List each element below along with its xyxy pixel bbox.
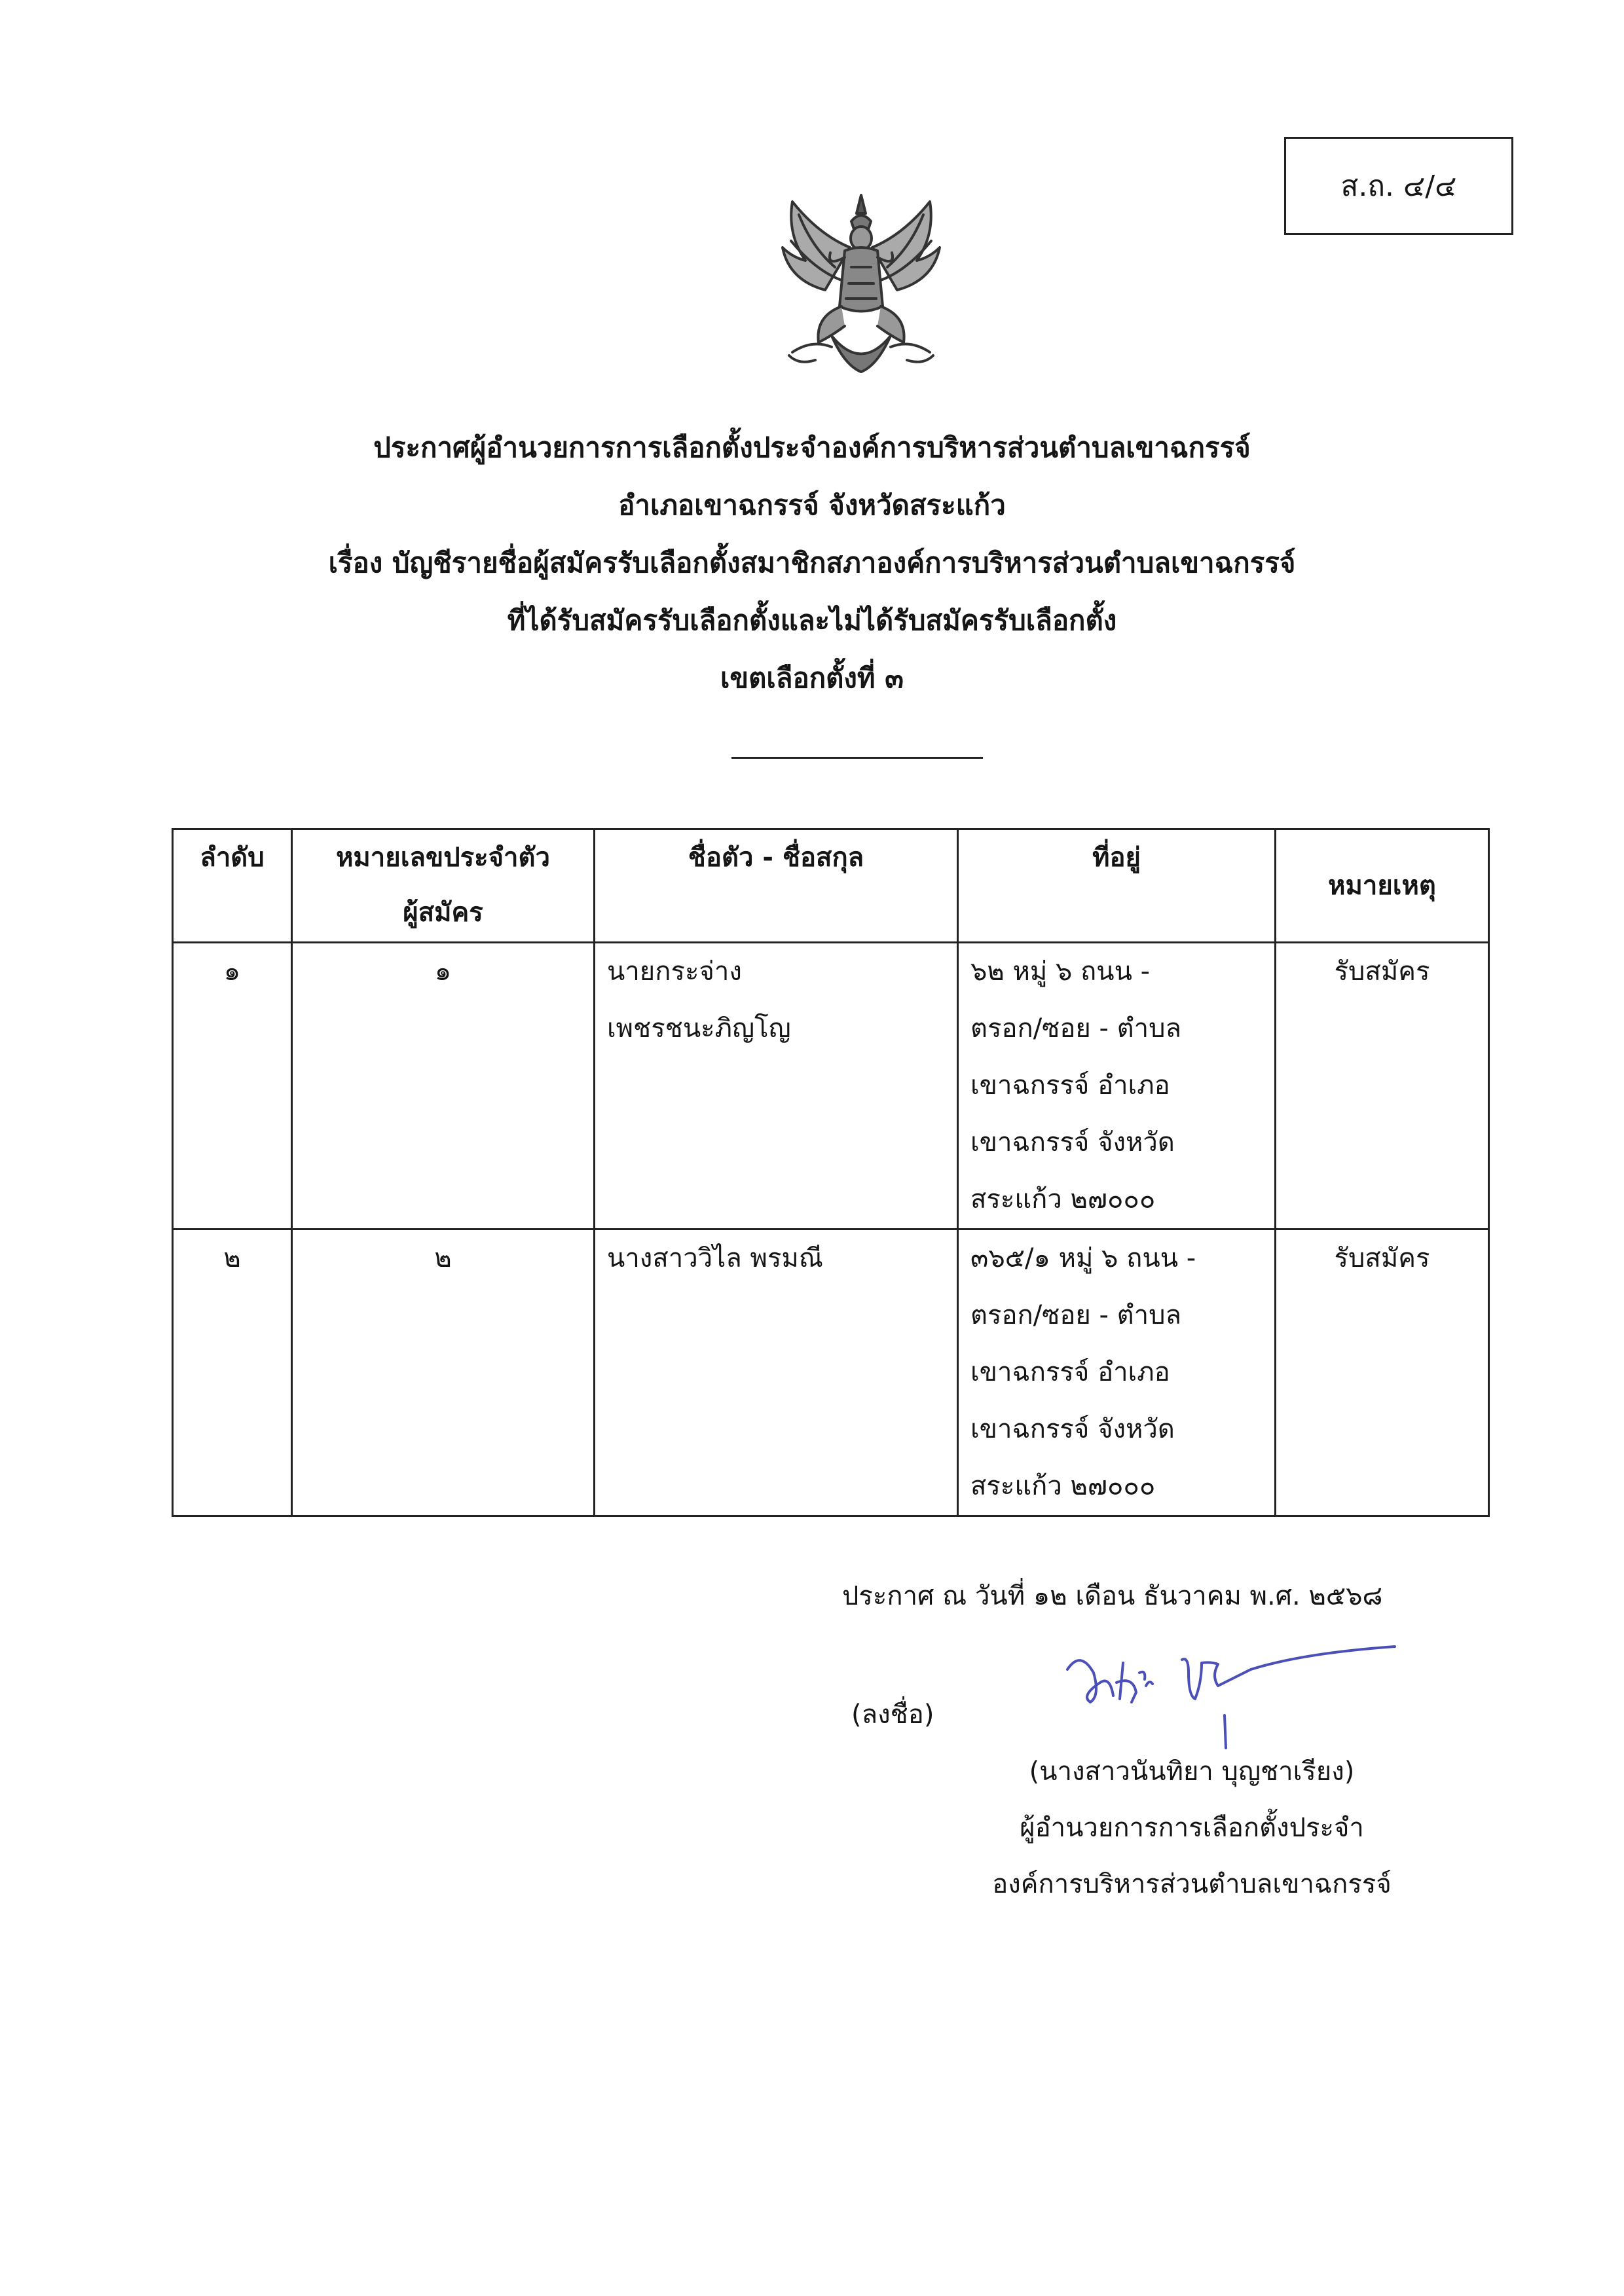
header-candidate-number xyxy=(292,829,595,943)
table-header-row xyxy=(173,829,1489,943)
header-address: ที่อยู่ xyxy=(958,829,1276,943)
table-row xyxy=(173,943,1489,1230)
address-line: ๖๒ หมู่ ๖ ถนน - xyxy=(970,957,1151,987)
cell-remark: รับสมัคร xyxy=(1276,943,1489,1230)
header-order: ลำดับ xyxy=(173,829,292,943)
cell-name xyxy=(595,1230,958,1516)
candidate-table xyxy=(172,828,1490,1517)
cell-name xyxy=(595,943,958,1230)
address-line: เขาฉกรรจ์ จังหวัด xyxy=(970,1127,1175,1157)
handwritten-signature xyxy=(1054,1624,1408,1755)
address-line: ตรอก/ซอย - ตำบล xyxy=(970,1300,1181,1330)
cell-candidate-number: ๑ xyxy=(292,943,595,1230)
heading-line-3: เรื่อง บัญชีรายชื่อผู้สมัครรับเลือกตั้งสมาชิกสภาองค์การบริหารส่วนตำบลเขาฉกรรจ์ xyxy=(328,547,1296,579)
cell-order: ๑ xyxy=(173,943,292,1230)
heading-line-1: ประกาศผู้อำนวยการการเลือกตั้งประจำองค์การบริหารส่วนตำบลเขาฉกรรจ์ xyxy=(373,431,1251,464)
address-line: เขาฉกรรจ์ อำเภอ xyxy=(970,1070,1170,1101)
signer-position-line-2: องค์การบริหารส่วนตำบลเขาฉกรรจ์ xyxy=(992,1869,1392,1899)
address-line: เขาฉกรรจ์ จังหวัด xyxy=(970,1414,1175,1444)
cell-address xyxy=(958,943,1276,1230)
heading-line-2: อำเภอเขาฉกรรจ์ จังหวัดสระแก้ว xyxy=(618,489,1006,521)
cell-order: ๒ xyxy=(173,1230,292,1516)
heading-line-5: เขตเลือกตั้งที่ ๓ xyxy=(720,662,904,694)
header-number-line-2: ผู้สมัคร xyxy=(403,898,483,928)
address-line: สระแก้ว ๒๗๐๐๐ xyxy=(970,1471,1156,1501)
signer-block xyxy=(897,1743,1486,1912)
cell-address xyxy=(958,1230,1276,1516)
signer-position-line-1: ผู้อำนวยการการเลือกตั้งประจำ xyxy=(1020,1813,1364,1843)
header-remark: หมายเหตุ xyxy=(1276,829,1489,943)
address-line: เขาฉกรรจ์ อำเภอ xyxy=(970,1357,1170,1387)
cell-candidate-number: ๒ xyxy=(292,1230,595,1516)
name-line: นายกระจ่าง xyxy=(607,957,742,987)
header-number-line-1: หมายเลขประจำตัว xyxy=(336,843,550,873)
cell-remark: รับสมัคร xyxy=(1276,1230,1489,1516)
form-code: ส.ถ. ๔/๔ xyxy=(1340,170,1457,203)
signer-name: (นางสาวนันทิยา บุญชาเรียง) xyxy=(1029,1757,1355,1787)
address-line: ตรอก/ซอย - ตำบล xyxy=(970,1013,1181,1044)
name-line: เพชรชนะภิญโญ xyxy=(607,1013,791,1044)
announcement-date: ประกาศ ณ วันที่ ๑๒ เดือน ธันวาคม พ.ศ. ๒๕๖๘ xyxy=(842,1581,1383,1611)
heading-line-4: ที่ได้รับสมัครรับเลือกตั้งและไม่ได้รับสมัครรับเลือกตั้ง xyxy=(507,604,1117,636)
signature-label: (ลงชื่อ) xyxy=(851,1700,934,1730)
header-name: ชื่อตัว - ชื่อสกุล xyxy=(595,829,958,943)
address-line: สระแก้ว ๒๗๐๐๐ xyxy=(970,1184,1156,1214)
announcement-heading xyxy=(131,419,1493,707)
name-line: นางสาววิไล พรมณี xyxy=(607,1243,823,1273)
table-row xyxy=(173,1230,1489,1516)
garuda-emblem-icon xyxy=(753,175,969,392)
form-code-box xyxy=(1284,137,1513,235)
address-line: ๓๖๕/๑ หมู่ ๖ ถนน - xyxy=(970,1243,1196,1273)
heading-divider xyxy=(731,757,983,759)
